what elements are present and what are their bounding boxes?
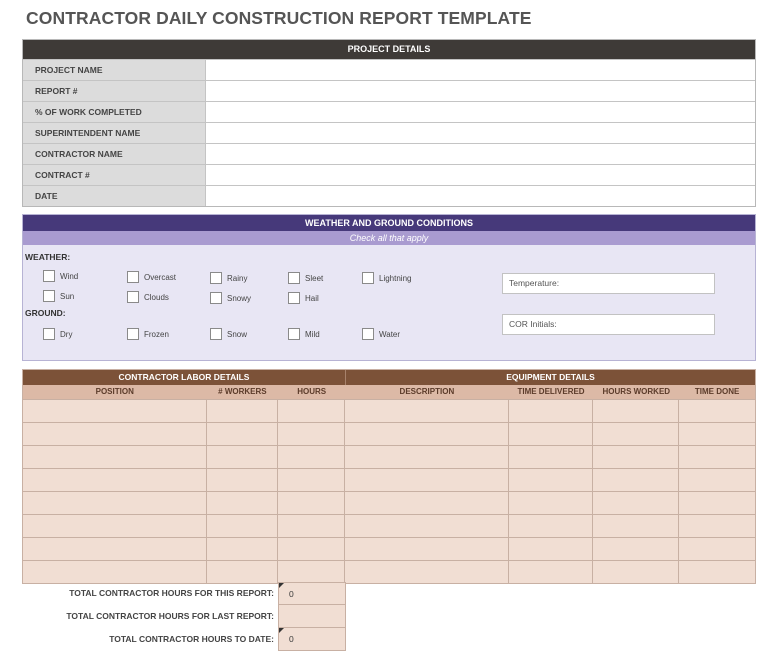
project-row xyxy=(23,185,755,206)
table-cell[interactable] xyxy=(345,538,509,560)
checkbox-hail[interactable]: Hail xyxy=(288,292,319,304)
checkbox-water[interactable]: Water xyxy=(362,328,400,340)
labor-header: CONTRACTOR LABOR DETAILS xyxy=(23,370,346,385)
table-cell[interactable] xyxy=(509,538,594,560)
table-cell[interactable] xyxy=(593,538,679,560)
table-cell[interactable] xyxy=(23,446,207,468)
contract-number-field[interactable] xyxy=(206,165,755,185)
report-number-field[interactable] xyxy=(206,81,755,101)
labor-equipment-grid xyxy=(22,369,756,584)
table-cell[interactable] xyxy=(509,515,594,537)
table-cell[interactable] xyxy=(278,561,345,583)
table-cell[interactable] xyxy=(509,446,594,468)
ground-label: GROUND: xyxy=(25,308,66,318)
equipment-header: EQUIPMENT DETAILS xyxy=(506,372,595,382)
labor-equipment-table xyxy=(22,369,756,581)
table-row xyxy=(23,491,755,514)
table-cell[interactable] xyxy=(207,492,279,514)
date-field[interactable] xyxy=(206,186,755,206)
table-cell[interactable] xyxy=(509,423,594,445)
table-cell[interactable] xyxy=(23,469,207,491)
table-row xyxy=(23,537,755,560)
table-cell[interactable] xyxy=(278,492,345,514)
table-row xyxy=(23,422,755,445)
table-cell[interactable] xyxy=(278,515,345,537)
table-cell[interactable] xyxy=(207,561,279,583)
project-row xyxy=(23,164,755,185)
labor-equipment-header xyxy=(23,370,755,385)
checkbox-box[interactable] xyxy=(43,270,55,282)
table-cell[interactable] xyxy=(509,492,594,514)
total-this-report-value[interactable]: 0 xyxy=(278,582,346,605)
checkbox-box[interactable] xyxy=(210,272,222,284)
table-cell[interactable] xyxy=(345,400,509,422)
table-cell[interactable] xyxy=(23,561,207,583)
total-last-report-value[interactable] xyxy=(278,605,346,628)
table-cell[interactable] xyxy=(593,492,679,514)
col-hours-worked: HOURS WORKED xyxy=(602,387,671,396)
total-to-date-label: TOTAL CONTRACTOR HOURS TO DATE: xyxy=(109,634,274,644)
contract-number-label: CONTRACT # xyxy=(23,165,206,185)
checkbox-box[interactable] xyxy=(210,292,222,304)
table-cell[interactable] xyxy=(278,538,345,560)
table-cell[interactable] xyxy=(207,538,279,560)
table-cell[interactable] xyxy=(593,400,679,422)
checkbox-lightning[interactable]: Lightning xyxy=(362,272,411,284)
project-details-table xyxy=(22,39,756,207)
project-details-header: PROJECT DETAILS xyxy=(23,40,755,59)
checkbox-wind[interactable]: Wind xyxy=(43,270,78,282)
table-cell[interactable] xyxy=(23,538,207,560)
checkbox-box[interactable] xyxy=(288,328,300,340)
weather-header: WEATHER AND GROUND CONDITIONS xyxy=(23,215,755,231)
project-row xyxy=(23,143,755,164)
checkbox-box[interactable] xyxy=(43,328,55,340)
table-row xyxy=(23,514,755,537)
superintendent-name-field[interactable] xyxy=(206,123,755,143)
table-cell[interactable] xyxy=(207,469,279,491)
totals-section xyxy=(22,582,346,651)
total-row xyxy=(22,605,346,628)
table-cell[interactable] xyxy=(278,446,345,468)
checkbox-box[interactable] xyxy=(362,328,374,340)
table-cell[interactable] xyxy=(345,492,509,514)
checkbox-dry[interactable]: Dry xyxy=(43,328,72,340)
table-cell[interactable] xyxy=(207,446,279,468)
table-cell[interactable] xyxy=(679,446,755,468)
checkbox-box[interactable] xyxy=(127,328,139,340)
col-description: DESCRIPTION xyxy=(399,387,455,396)
table-cell[interactable] xyxy=(207,423,279,445)
project-row xyxy=(23,101,755,122)
project-row xyxy=(23,59,755,80)
col-time-done: TIME DONE xyxy=(694,387,740,396)
project-name-label: PROJECT NAME xyxy=(23,60,206,80)
col-time-delivered: TIME DELIVERED xyxy=(517,387,585,396)
checkbox-overcast[interactable]: Overcast xyxy=(127,271,176,283)
checkbox-frozen[interactable]: Frozen xyxy=(127,328,169,340)
col-hours: HOURS xyxy=(297,387,327,396)
table-row xyxy=(23,399,755,422)
table-cell[interactable] xyxy=(593,515,679,537)
total-last-report-label: TOTAL CONTRACTOR HOURS FOR LAST REPORT: xyxy=(66,611,274,621)
col-position: POSITION xyxy=(95,387,134,396)
table-cell[interactable] xyxy=(593,446,679,468)
checkbox-box[interactable] xyxy=(127,291,139,303)
table-row xyxy=(23,445,755,468)
table-cell[interactable] xyxy=(593,561,679,583)
table-cell[interactable] xyxy=(345,561,509,583)
table-cell[interactable] xyxy=(509,400,594,422)
table-row xyxy=(23,468,755,491)
checkbox-clouds[interactable]: Clouds xyxy=(127,291,169,303)
weather-label: WEATHER: xyxy=(25,252,71,262)
checkbox-box[interactable] xyxy=(362,272,374,284)
project-row xyxy=(23,80,755,101)
total-to-date-value[interactable]: 0 xyxy=(278,628,346,651)
table-cell[interactable] xyxy=(593,423,679,445)
checkbox-box[interactable] xyxy=(127,271,139,283)
table-cell[interactable] xyxy=(679,538,755,560)
checkbox-snowy[interactable]: Snowy xyxy=(210,292,251,304)
checkbox-box[interactable] xyxy=(288,292,300,304)
col-workers: # WORKERS xyxy=(218,387,267,396)
table-cell[interactable] xyxy=(278,400,345,422)
table-cell[interactable] xyxy=(345,515,509,537)
table-cell[interactable] xyxy=(509,469,594,491)
report-number-label: REPORT # xyxy=(23,81,206,101)
project-name-field[interactable] xyxy=(206,60,755,80)
project-row xyxy=(23,122,755,143)
checkbox-sun[interactable]: Sun xyxy=(43,290,74,302)
table-cell[interactable] xyxy=(345,469,509,491)
table-cell[interactable] xyxy=(679,492,755,514)
total-row xyxy=(22,628,346,651)
table-cell[interactable] xyxy=(679,561,755,583)
weather-conditions-panel xyxy=(22,214,756,361)
table-row xyxy=(23,560,755,583)
work-completed-label: % OF WORK COMPLETED xyxy=(23,102,206,122)
table-cell[interactable] xyxy=(207,400,279,422)
table-cell[interactable] xyxy=(679,515,755,537)
table-cell[interactable] xyxy=(679,400,755,422)
table-cell[interactable] xyxy=(23,423,207,445)
checkbox-box[interactable] xyxy=(210,328,222,340)
table-cell[interactable] xyxy=(23,400,207,422)
table-cell[interactable] xyxy=(509,561,594,583)
table-cell[interactable] xyxy=(23,492,207,514)
superintendent-name-label: SUPERINTENDENT NAME xyxy=(23,123,206,143)
cor-initials-field[interactable]: COR Initials: xyxy=(502,314,715,335)
table-cell[interactable] xyxy=(679,423,755,445)
work-completed-field[interactable] xyxy=(206,102,755,122)
table-cell[interactable] xyxy=(679,469,755,491)
total-row xyxy=(22,582,346,605)
table-cell[interactable] xyxy=(345,446,509,468)
report-title: CONTRACTOR DAILY CONSTRUCTION REPORT TEMPLATE xyxy=(26,8,532,28)
table-cell[interactable] xyxy=(593,469,679,491)
table-cell[interactable] xyxy=(345,423,509,445)
temperature-field[interactable]: Temperature: xyxy=(502,273,715,294)
checkbox-mild[interactable]: Mild xyxy=(288,328,320,340)
contractor-name-label: CONTRACTOR NAME xyxy=(23,144,206,164)
checkbox-snow[interactable]: Snow xyxy=(210,328,247,340)
weather-subheader: Check all that apply xyxy=(23,231,755,245)
date-label: DATE xyxy=(23,186,206,206)
column-headers xyxy=(23,385,755,399)
checkbox-sleet[interactable]: Sleet xyxy=(288,272,323,284)
table-cell[interactable] xyxy=(23,515,207,537)
table-cell[interactable] xyxy=(278,423,345,445)
contractor-name-field[interactable] xyxy=(206,144,755,164)
table-cell[interactable] xyxy=(207,515,279,537)
checkbox-box[interactable] xyxy=(43,290,55,302)
checkbox-rainy[interactable]: Rainy xyxy=(210,272,247,284)
checkbox-box[interactable] xyxy=(288,272,300,284)
total-this-report-label: TOTAL CONTRACTOR HOURS FOR THIS REPORT: xyxy=(69,588,274,598)
table-cell[interactable] xyxy=(278,469,345,491)
